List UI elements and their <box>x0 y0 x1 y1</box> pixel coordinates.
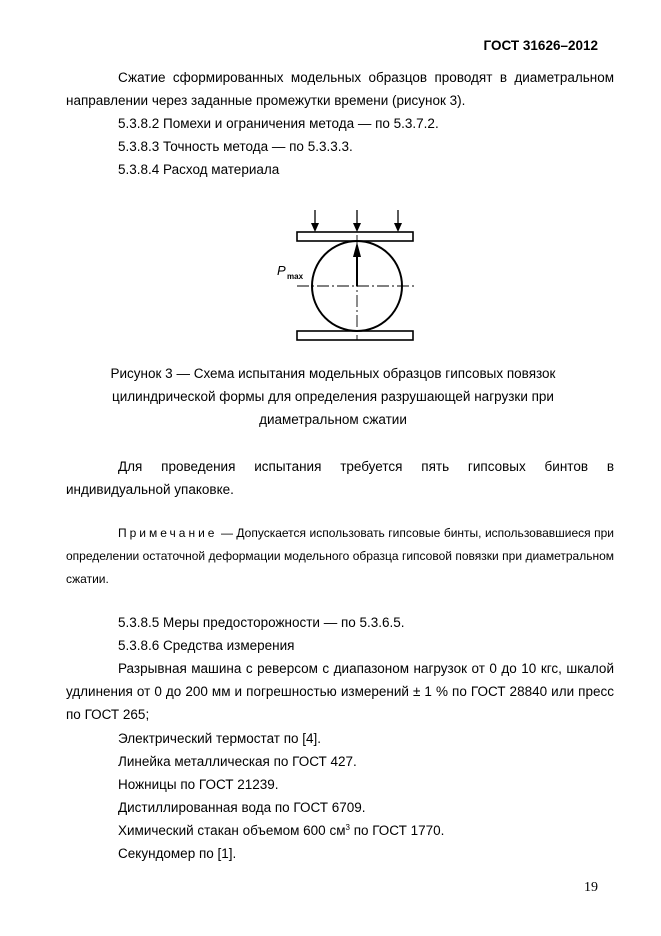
item-stopwatch: Секундомер по [1]. <box>118 846 237 861</box>
page-number: 19 <box>584 880 598 895</box>
compression-test-diagram <box>265 205 430 355</box>
figure-caption: Рисунок 3 — Схема испытания модельных образцов гипсовых повязок цилиндрической формы для определения разрушающей нагрузки при диаметральном сжатии <box>110 366 556 427</box>
item-scissors: Ножницы по ГОСТ 21239. <box>118 777 279 792</box>
paragraph-tensile-machine: Разрывная машина с реверсом с диапазоном нагрузок от 0 до 10 кгс, шкалой удлинения от 0 до 200 мм и погрешностью измерений ± 1 % по ГОСТ 28840 или пресс по ГОСТ 265; <box>66 661 614 722</box>
item-beaker <box>66 819 614 842</box>
section-5-3-8-4: 5.3.8.4 Расход материала <box>118 162 280 177</box>
note-text: — Допускается использовать гипсовые бинты, использовавшиеся при определении остаточной деформации модельного образца гипсовой повязки при диаметральном сжатии. <box>66 526 614 586</box>
paragraph-compression: Сжатие сформированных модельных образцов проводят в диаметральном направлении через заданные промежутки времени (рисунок 3). <box>66 70 614 108</box>
beaker-standard: по ГОСТ 1770. <box>349 823 445 838</box>
section-5-3-8-6: 5.3.8.6 Средства измерения <box>118 638 295 653</box>
item-thermostat: Электрический термостат по [4]. <box>118 731 322 746</box>
item-ruler: Линейка металлическая по ГОСТ 427. <box>118 754 357 769</box>
force-arrows <box>311 210 402 232</box>
bottom-plate <box>297 331 413 340</box>
item-distilled-water: Дистиллированная вода по ГОСТ 6709. <box>118 800 366 815</box>
section-5-3-8-5: 5.3.8.5 Меры предосторожности — по 5.3.6.5. <box>118 615 405 630</box>
top-plate <box>297 232 413 241</box>
beaker-superscript: 3 <box>345 823 350 832</box>
section-5-3-8-2: 5.3.8.2 Помехи и ограничения метода — по 5.3.7.2. <box>118 116 439 131</box>
pmax-label: P <box>277 263 286 278</box>
pmax-label-subscript: max <box>287 272 304 281</box>
note-label: Примечание <box>118 526 218 540</box>
document-header: ГОСТ 31626–2012 <box>483 38 598 53</box>
note-block <box>66 522 614 591</box>
beaker-text: Химический стакан объемом 600 см <box>118 823 346 838</box>
paragraph-bandages: Для проведения испытания требуется пять гипсовых бинтов в индивидуальной упаковке. <box>66 459 614 497</box>
section-5-3-8-3: 5.3.8.3 Точность метода — по 5.3.3.3. <box>118 139 353 154</box>
